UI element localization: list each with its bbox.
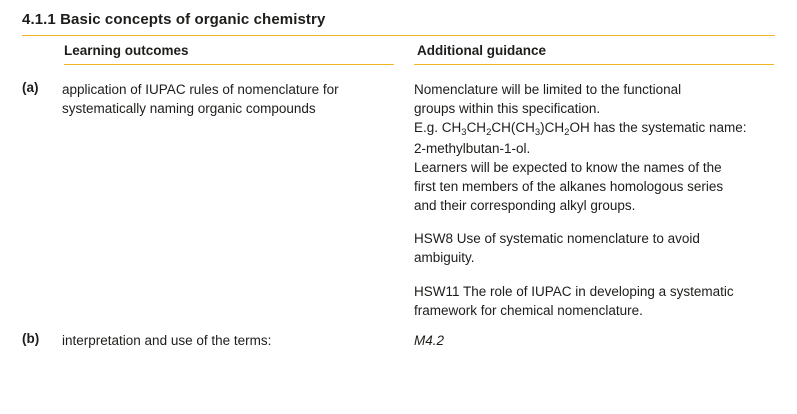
guidance-a-hsw8 bbox=[414, 229, 774, 267]
row-label-a: (a) bbox=[22, 80, 39, 95]
formula-part: OH bbox=[569, 120, 590, 135]
top-rule bbox=[22, 35, 775, 36]
guidance-a-p2-line: Learners will be expected to know the names of the bbox=[414, 160, 722, 175]
formula-part: )CH bbox=[540, 120, 565, 135]
outcome-a-line: application of IUPAC rules of nomenclature for bbox=[62, 82, 339, 97]
section-title: 4.1.1 Basic concepts of organic chemistry bbox=[22, 11, 326, 28]
formula-subscript: 3 bbox=[534, 127, 541, 138]
header-rule-left bbox=[64, 64, 394, 65]
header-rule-right bbox=[414, 64, 774, 65]
guidance-a-p2-line: first ten members of the alkanes homologous series bbox=[414, 179, 724, 194]
example-prefix: E.g. bbox=[414, 120, 442, 135]
hsw8-line: HSW8 Use of systematic nomenclature to avoid bbox=[414, 231, 700, 246]
guidance-a-p1-line: groups within this specification. bbox=[414, 101, 601, 116]
hsw8-line: ambiguity. bbox=[414, 250, 475, 265]
guidance-a-example-name: 2-methylbutan-1-ol. bbox=[414, 141, 531, 156]
outcome-a bbox=[62, 80, 392, 118]
guidance-b: M4.2 bbox=[414, 333, 445, 348]
row-label-b: (b) bbox=[22, 331, 40, 346]
guidance-a-p2-line: and their corresponding alkyl groups. bbox=[414, 198, 636, 213]
example-suffix: has the systematic name: bbox=[589, 120, 747, 135]
outcome-b bbox=[62, 331, 392, 350]
hsw11-line: HSW11 The role of IUPAC in developing a systematic bbox=[414, 284, 734, 299]
header-learning-outcomes: Learning outcomes bbox=[64, 43, 189, 58]
header-additional-guidance: Additional guidance bbox=[417, 43, 547, 58]
guidance-a-example bbox=[414, 118, 774, 139]
formula-part: CH(CH bbox=[491, 120, 535, 135]
formula-subscript: 2 bbox=[564, 127, 570, 138]
guidance-a-p1-line: Nomenclature will be limited to the functional bbox=[414, 82, 682, 97]
guidance-a-hsw11 bbox=[414, 282, 774, 320]
hsw11-line: framework for chemical nomenclature. bbox=[414, 303, 643, 318]
guidance-a bbox=[414, 80, 774, 215]
formula-part: CH bbox=[441, 120, 462, 135]
outcome-b-line: interpretation and use of the terms: bbox=[62, 333, 272, 348]
formula-part: CH bbox=[466, 120, 487, 135]
formula-subscript: 2 bbox=[486, 127, 492, 138]
outcome-a-line: systematically naming organic compounds bbox=[62, 101, 316, 116]
formula-subscript: 3 bbox=[461, 127, 467, 138]
